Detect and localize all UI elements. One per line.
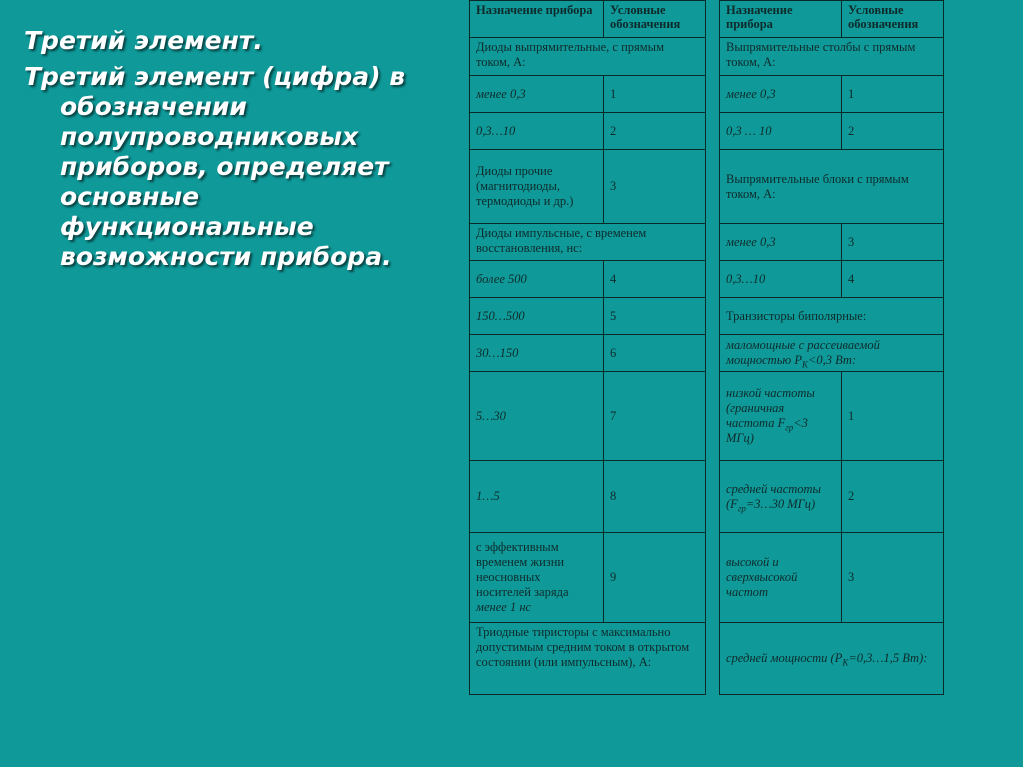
subscript-gr: гр (785, 422, 794, 433)
slide-title: Третий элемент. (24, 26, 263, 55)
left-code-cell: 2 (604, 113, 706, 150)
subscript-k: К (842, 657, 849, 668)
right-range-cell: менее 0,3 (720, 76, 842, 113)
right-category-bipolar-transistors: Транзисторы биполярные: (720, 298, 944, 335)
right-high-frequency-cell: высокой и сверхвысокой частот (720, 533, 842, 623)
left-code-cell: 9 (604, 533, 706, 623)
right-subcategory-low-power (720, 335, 944, 372)
left-code-cell: 8 (604, 461, 706, 533)
right-code-cell: 1 (842, 372, 944, 461)
right-code-cell: 2 (842, 113, 944, 150)
subscript-gr: гр (737, 503, 746, 513)
left-code-cell: 7 (604, 372, 706, 461)
right-code-cell: 4 (842, 261, 944, 298)
left-code-cell: 3 (604, 150, 706, 224)
left-range-cell: менее 0,3 (470, 76, 604, 113)
left-category-pulse-diodes: Диоды импульсные, с временем восстановления, нс: (470, 224, 706, 261)
slide-text-block (24, 26, 454, 278)
left-range-cell: 30…150 (470, 335, 604, 372)
header-purpose-right: Назначение прибора (720, 1, 842, 38)
right-mid-frequency-text: средней частоты (F (726, 481, 822, 511)
left-category-thyristors: Триодные тиристоры с максимально допустимым средним током в открытом состоянии (или импульсным), А: (470, 623, 706, 695)
left-effective-lifetime-range: менее 1 нс (476, 600, 532, 614)
left-code-cell: 5 (604, 298, 706, 335)
left-range-cell: 5…30 (470, 372, 604, 461)
table-header-row (470, 1, 944, 38)
left-range-cell: более 500 (470, 261, 604, 298)
header-purpose-left: Назначение прибора (470, 1, 604, 38)
left-category-rectifier-diodes: Диоды выпрямительные, с прямым током, А: (470, 38, 706, 76)
right-range-cell: менее 0,3 (720, 224, 842, 261)
right-subcategory-medium-power (720, 623, 944, 695)
left-code-cell: 4 (604, 261, 706, 298)
right-low-frequency-text: низкой частоты (граничная частота F (726, 386, 815, 430)
left-code-cell: 6 (604, 335, 706, 372)
subscript-k: К (801, 359, 808, 370)
right-mid-frequency-cell (720, 461, 842, 533)
left-code-cell: 1 (604, 76, 706, 113)
left-other-diodes-cell: Диоды прочие (магнитодиоды, термодиоды и др.) (470, 150, 604, 224)
slide-body: Третий элемент (цифра) в обозначении полупроводниковых приборов, определяет основные функциональные возможности прибора. (24, 62, 406, 271)
right-code-cell: 1 (842, 76, 944, 113)
right-low-frequency-cell (720, 372, 842, 461)
right-category-rectifier-blocks: Выпрямительные блоки с прямым током, А: (720, 150, 944, 224)
left-effective-lifetime-cell (470, 533, 604, 623)
right-subcategory-low-power-text: маломощные с рассеиваемой мощностью P (726, 338, 880, 367)
right-mid-frequency-limit: =3…30 МГц) (745, 496, 816, 511)
right-code-cell: 3 (842, 533, 944, 623)
right-range-cell: 0,3 … 10 (720, 113, 842, 150)
right-subcategory-medium-power-text: средней мощности (P (726, 651, 843, 665)
left-range-cell: 150…500 (470, 298, 604, 335)
header-symbol-left: Условные обозначения (604, 1, 706, 38)
designation-table (469, 0, 944, 695)
right-subcategory-low-power-limit: <0,3 Вт: (807, 353, 857, 367)
right-subcategory-medium-power-limit: =0,3…1,5 Вт): (848, 651, 928, 665)
header-symbol-right: Условные обозначения (842, 1, 944, 38)
column-gap (706, 1, 720, 695)
left-range-cell: 0,3…10 (470, 113, 604, 150)
right-code-cell: 3 (842, 224, 944, 261)
left-effective-lifetime-text: с эффективным временем жизни неосновных носителей заряда (476, 540, 569, 599)
right-range-cell: 0,3…10 (720, 261, 842, 298)
right-category-rectifier-columns: Выпрямительные столбы с прямым током, А: (720, 38, 944, 76)
right-low-frequency-limit: <3 МГц) (726, 416, 808, 445)
right-code-cell: 2 (842, 461, 944, 533)
left-range-cell: 1…5 (470, 461, 604, 533)
